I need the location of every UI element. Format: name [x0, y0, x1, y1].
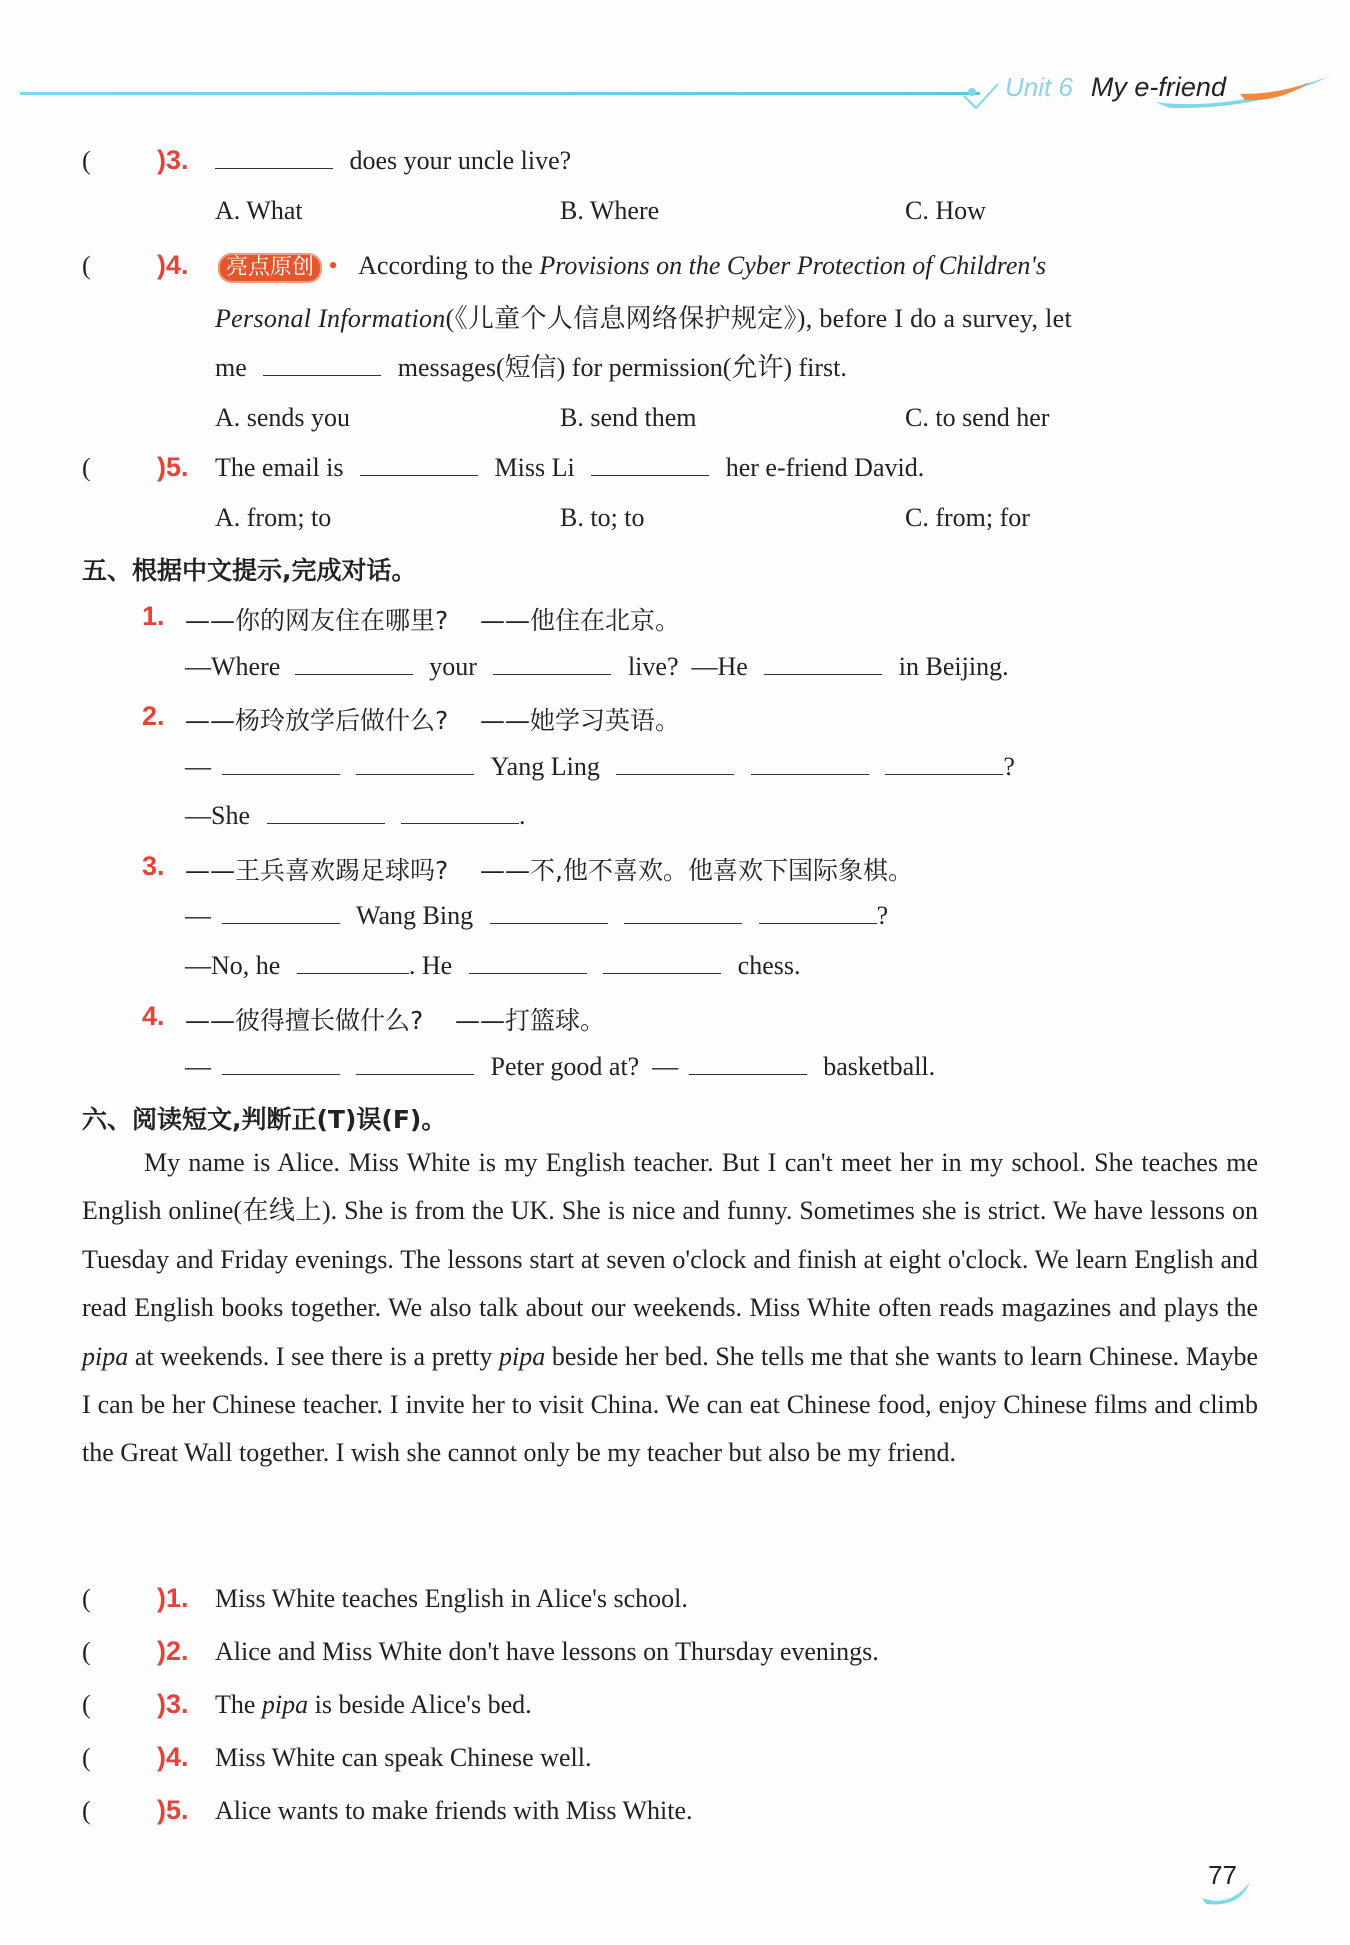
option-a: A. from; to — [215, 503, 332, 532]
answer-blank[interactable] — [263, 355, 381, 376]
question-text — [215, 452, 924, 484]
section-heading: 五、根据中文提示,完成对话。 — [82, 556, 417, 585]
stem-part: Miss Li — [494, 453, 575, 482]
answer-blank[interactable] — [764, 654, 882, 675]
dialogue-part: ? — [1003, 752, 1015, 781]
paren: ( — [82, 453, 91, 482]
item-number: 1. — [142, 601, 165, 631]
item-number: 3. — [142, 851, 165, 881]
stem-italic: Personal Information — [215, 304, 446, 333]
dialogue-part: basketball. — [823, 1052, 936, 1081]
option-c: C. to send her — [905, 403, 1050, 432]
question-line-1: 亮点原创 • According to the Provisions on the Cyber Protection of Children's — [218, 250, 1046, 283]
option-b: B. Where — [560, 196, 660, 225]
option-c: C. How — [905, 196, 986, 225]
stem-part: her e-friend David. — [725, 453, 925, 482]
answer-blank[interactable] — [493, 654, 611, 675]
dialogue-part: . — [519, 801, 526, 830]
header-check-icon — [960, 78, 1000, 112]
dialogue-part: — — [185, 1052, 211, 1081]
page-swoosh-icon — [1200, 1878, 1260, 1908]
answer-blank[interactable] — [295, 654, 413, 675]
item-number: 2. — [142, 701, 165, 731]
answer-blank[interactable] — [751, 754, 869, 775]
answer-blank[interactable] — [624, 903, 742, 924]
tf-number: )1. — [157, 1583, 189, 1613]
tf-statement: Miss White can speak Chinese well. — [215, 1743, 592, 1772]
paren: ( — [82, 1690, 91, 1719]
question-line-2 — [215, 303, 1072, 335]
option-b: B. send them — [560, 403, 697, 432]
tf-statement: Miss White teaches English in Alice's school. — [215, 1584, 688, 1613]
answer-blank[interactable] — [490, 903, 608, 924]
dialogue-part: ? — [876, 901, 889, 930]
dialogue-part: —No, he — [185, 951, 281, 980]
dialogue-part: —She — [185, 801, 250, 830]
dialogue-part: your — [429, 652, 477, 681]
paren: ( — [82, 146, 91, 175]
passage-paragraph: My name is Alice. Miss White is my English teacher. But I can't meet her in my school. She teaches me English online(在线上). She is from the UK. She is nice and funny. Sometimes she is strict. We have lessons on Tuesday and Friday evenings. The lessons start at seven o'clock and finish at eight o'clock. We learn English and read English books together. We also talk about our weekends. Miss White often reads magazines and plays the pipa at weekends. I see there is a pretty pipa beside her bed. She tells me that she wants to learn Chinese. Maybe I can be her Chinese teacher. I invite her to visit China. We can eat Chinese food, enjoy Chinese films and climb the Great Wall together. I wish she cannot only be my teacher but also be my friend. — [82, 1148, 1258, 1468]
stem-part: me — [215, 353, 247, 382]
stem-part: (《儿童个人信息网络保护规定》), before I do a survey, let — [445, 304, 1073, 333]
stem-part: messages(短信) for permission(允许) first. — [397, 353, 847, 382]
option-b: B. to; to — [560, 503, 645, 532]
dialogue-part: in Beijing. — [898, 652, 1009, 681]
dialogue-line — [185, 900, 888, 932]
answer-blank[interactable] — [603, 953, 721, 974]
paren: ( — [82, 1796, 91, 1825]
answer-blank[interactable] — [267, 803, 385, 824]
dialogue-part: — — [185, 901, 211, 930]
answer-blank[interactable] — [356, 1054, 474, 1075]
answer-blank[interactable] — [616, 754, 734, 775]
answer-blank[interactable] — [356, 754, 474, 775]
answer-blank[interactable] — [222, 903, 340, 924]
option-a: A. What — [215, 196, 303, 225]
tf-number: )5. — [157, 1795, 189, 1825]
stem-part: The email is — [215, 453, 344, 482]
stem-italic: Provisions on the Cyber Protection of Children's — [539, 251, 1047, 280]
answer-blank[interactable] — [759, 903, 877, 924]
item-number: 4. — [142, 1001, 165, 1031]
dialogue-part: Wang Bing — [356, 901, 474, 930]
dialogue-line — [185, 651, 1009, 683]
question-number: )5. — [157, 452, 189, 482]
dialogue-part: . He — [408, 951, 453, 980]
tf-number: )4. — [157, 1742, 189, 1772]
tf-statement: The pipa is beside Alice's bed. — [215, 1690, 532, 1719]
tf-statement: Alice wants to make friends with Miss White. — [215, 1796, 693, 1825]
dialogue-part: live? —He — [627, 652, 748, 681]
answer-blank[interactable] — [222, 754, 340, 775]
reading-passage — [82, 1139, 1258, 1478]
tf-number: )3. — [157, 1689, 189, 1719]
answer-blank[interactable] — [469, 953, 587, 974]
unit-title: My e-friend — [1090, 72, 1226, 102]
answer-blank[interactable] — [222, 1054, 340, 1075]
answer-blank[interactable] — [401, 803, 519, 824]
dialogue-part: Peter good at? — — [490, 1052, 679, 1081]
header-swoosh-icon — [1150, 72, 1340, 118]
dialogue-line — [185, 1051, 935, 1083]
question-text — [215, 145, 571, 177]
tf-statement: Alice and Miss White don't have lessons on Thursday evenings. — [215, 1637, 879, 1666]
answer-blank[interactable] — [689, 1054, 807, 1075]
paren: ( — [82, 251, 91, 280]
tf-number: )2. — [157, 1636, 189, 1666]
option-a: A. sends you — [215, 403, 351, 432]
option-c: C. from; for — [905, 503, 1030, 532]
chinese-prompt: ——王兵喜欢踢足球吗? ——不,他不喜欢。他喜欢下国际象棋。 — [185, 856, 914, 885]
answer-blank[interactable] — [297, 953, 409, 974]
dialogue-part: chess. — [737, 951, 801, 980]
chinese-prompt: ——杨玲放学后做什么? ——她学习英语。 — [185, 706, 681, 735]
original-badge: 亮点原创 — [218, 253, 322, 283]
dialogue-line — [185, 751, 1015, 783]
dialogue-part: —Where — [185, 652, 281, 681]
page-number: 77 — [1208, 1860, 1237, 1890]
answer-blank[interactable] — [885, 754, 1003, 775]
answer-blank[interactable] — [215, 148, 333, 169]
answer-blank[interactable] — [360, 455, 478, 476]
question-number: )4. — [157, 250, 189, 280]
unit-label: Unit 6 — [1005, 72, 1073, 102]
section-heading: 六、阅读短文,判断正(T)误(F)。 — [82, 1105, 447, 1134]
answer-blank[interactable] — [591, 455, 709, 476]
paren: ( — [82, 1584, 91, 1613]
question-stem: does your uncle live? — [349, 146, 572, 175]
paren: ( — [82, 1743, 91, 1772]
dialogue-part: Yang Ling — [490, 752, 600, 781]
header-rule — [20, 92, 980, 95]
chinese-prompt: ——你的网友住在哪里? ——他住在北京。 — [185, 606, 681, 635]
dialogue-line — [185, 800, 526, 832]
question-line-3 — [215, 352, 847, 384]
dialogue-line — [185, 950, 800, 982]
chinese-prompt: ——彼得擅长做什么? ——打篮球。 — [185, 1006, 606, 1035]
paren: ( — [82, 1637, 91, 1666]
dialogue-part: — — [185, 752, 211, 781]
question-number: )3. — [157, 145, 189, 175]
stem-part: According to the — [358, 251, 540, 280]
